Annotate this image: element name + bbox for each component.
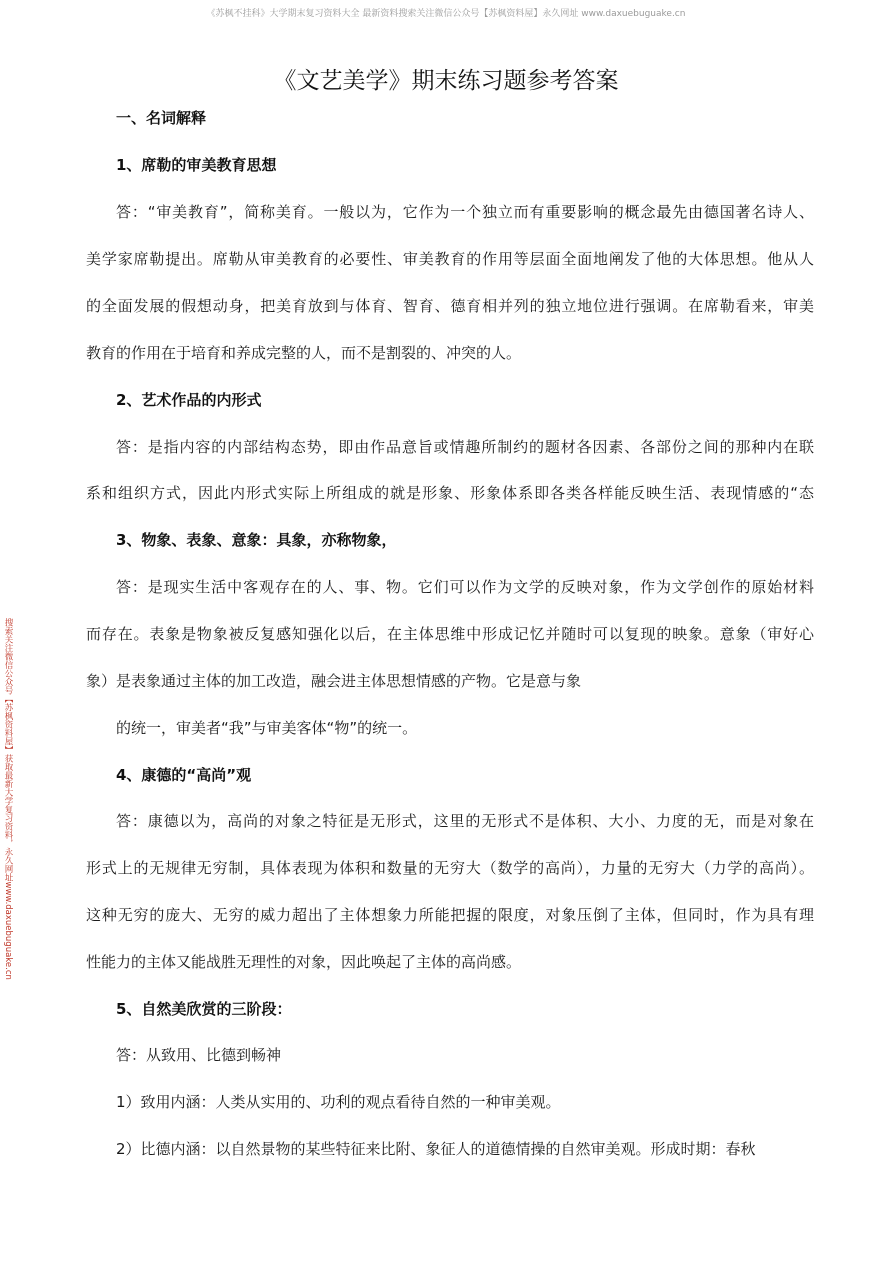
item-5-line-3: 2）比德内涵：以自然景物的某些特征来比附、象征人的道德情操的自然审美观。形成时期：春秋	[116, 1140, 756, 1158]
item-3-line-2: 而存在。表象是物象被反复感知强化以后，在主体思维中形成记忆并随时可以复现的映象。意象（审好心	[86, 625, 814, 643]
item-3-line-3: 象）是表象通过主体的加工改造，融会进主体思想情感的产物。它是意与象	[86, 672, 582, 690]
item-3-line-1: 答：是现实生活中客观存在的人、事、物。它们可以作为文学的反映对象，作为文学创作的原始材料	[116, 578, 814, 596]
page-title: 《文艺美学》期末练习题参考答案	[273, 68, 619, 94]
item-heading-2: 2、艺术作品的内形式	[116, 391, 262, 409]
item-3-line-4: 的统一，审美者“我”与审美客体“物”的统一。	[116, 719, 418, 737]
item-5-line-1: 答：从致用、比德到畅神	[116, 1046, 282, 1064]
item-2-line-1: 答：是指内容的内部结构态势，即由作品意旨或情趣所制约的题材各因素、各部份之间的那种内在联	[116, 438, 814, 456]
item-2-line-2: 系和组织方式，因此内形式实际上所组成的就是形象、形象体系即各类各样能反映生活、表现情感的“态	[86, 484, 814, 502]
item-4-line-4: 性能力的主体又能战胜无理性的对象，因此唤起了主体的高尚感。	[86, 953, 522, 971]
item-5-line-2: 1）致用内涵：人类从实用的、功利的观点看待自然的一种审美观。	[116, 1093, 561, 1111]
item-1-line-4: 教育的作用在于培育和养成完整的人，而不是割裂的、冲突的人。	[86, 344, 522, 362]
item-heading-1: 1、席勒的审美教育思想	[116, 156, 277, 174]
item-heading-4: 4、康德的“高尚”观	[116, 766, 252, 784]
item-heading-5: 5、自然美欣赏的三阶段：	[116, 1000, 292, 1018]
item-1-line-3: 的全面发展的假想动身，把美育放到与体育、智育、德育相并列的独立地位进行强调。在席勒看来，审美	[86, 297, 814, 315]
item-1-line-2: 美学家席勒提出。席勒从审美教育的必要性、审美教育的作用等层面全面地阐发了他的大体思想。他从人	[86, 250, 814, 268]
item-4-line-1: 答：康德以为，高尚的对象之特征是无形式，这里的无形式不是体积、大小、力度的无，而是对象在	[116, 812, 814, 830]
section-heading: 一、名词解释	[116, 109, 207, 127]
item-heading-3: 3、物象、表象、意象：具象，亦称物象，	[116, 531, 397, 549]
item-1-line-1: 答：“审美教育”，简称美育。一般以为，它作为一个独立而有重要影响的概念最先由德国著名诗人、	[116, 203, 814, 221]
item-4-line-2: 形式上的无规律无穷制，具体表现为体积和数量的无穷大（数学的高尚），力量的无穷大（力学的高尚）。	[86, 859, 814, 877]
item-4-line-3: 这种无穷的庞大、无穷的威力超出了主体想象力所能把握的限度，对象压倒了主体，但同时，作为具有理	[86, 906, 814, 924]
header-watermark-note: 《苏枫不挂科》大学期末复习资料大全 最新资料搜索关注微信公众号【苏枫资料屋】永久网址 www.daxuebuguake.cn	[206, 9, 686, 19]
side-watermark-note: 搜索关注微信公众号【苏枫资料屋】获取最新大学复习资料，永久网址www.daxuebuguake.cn	[3, 618, 13, 980]
